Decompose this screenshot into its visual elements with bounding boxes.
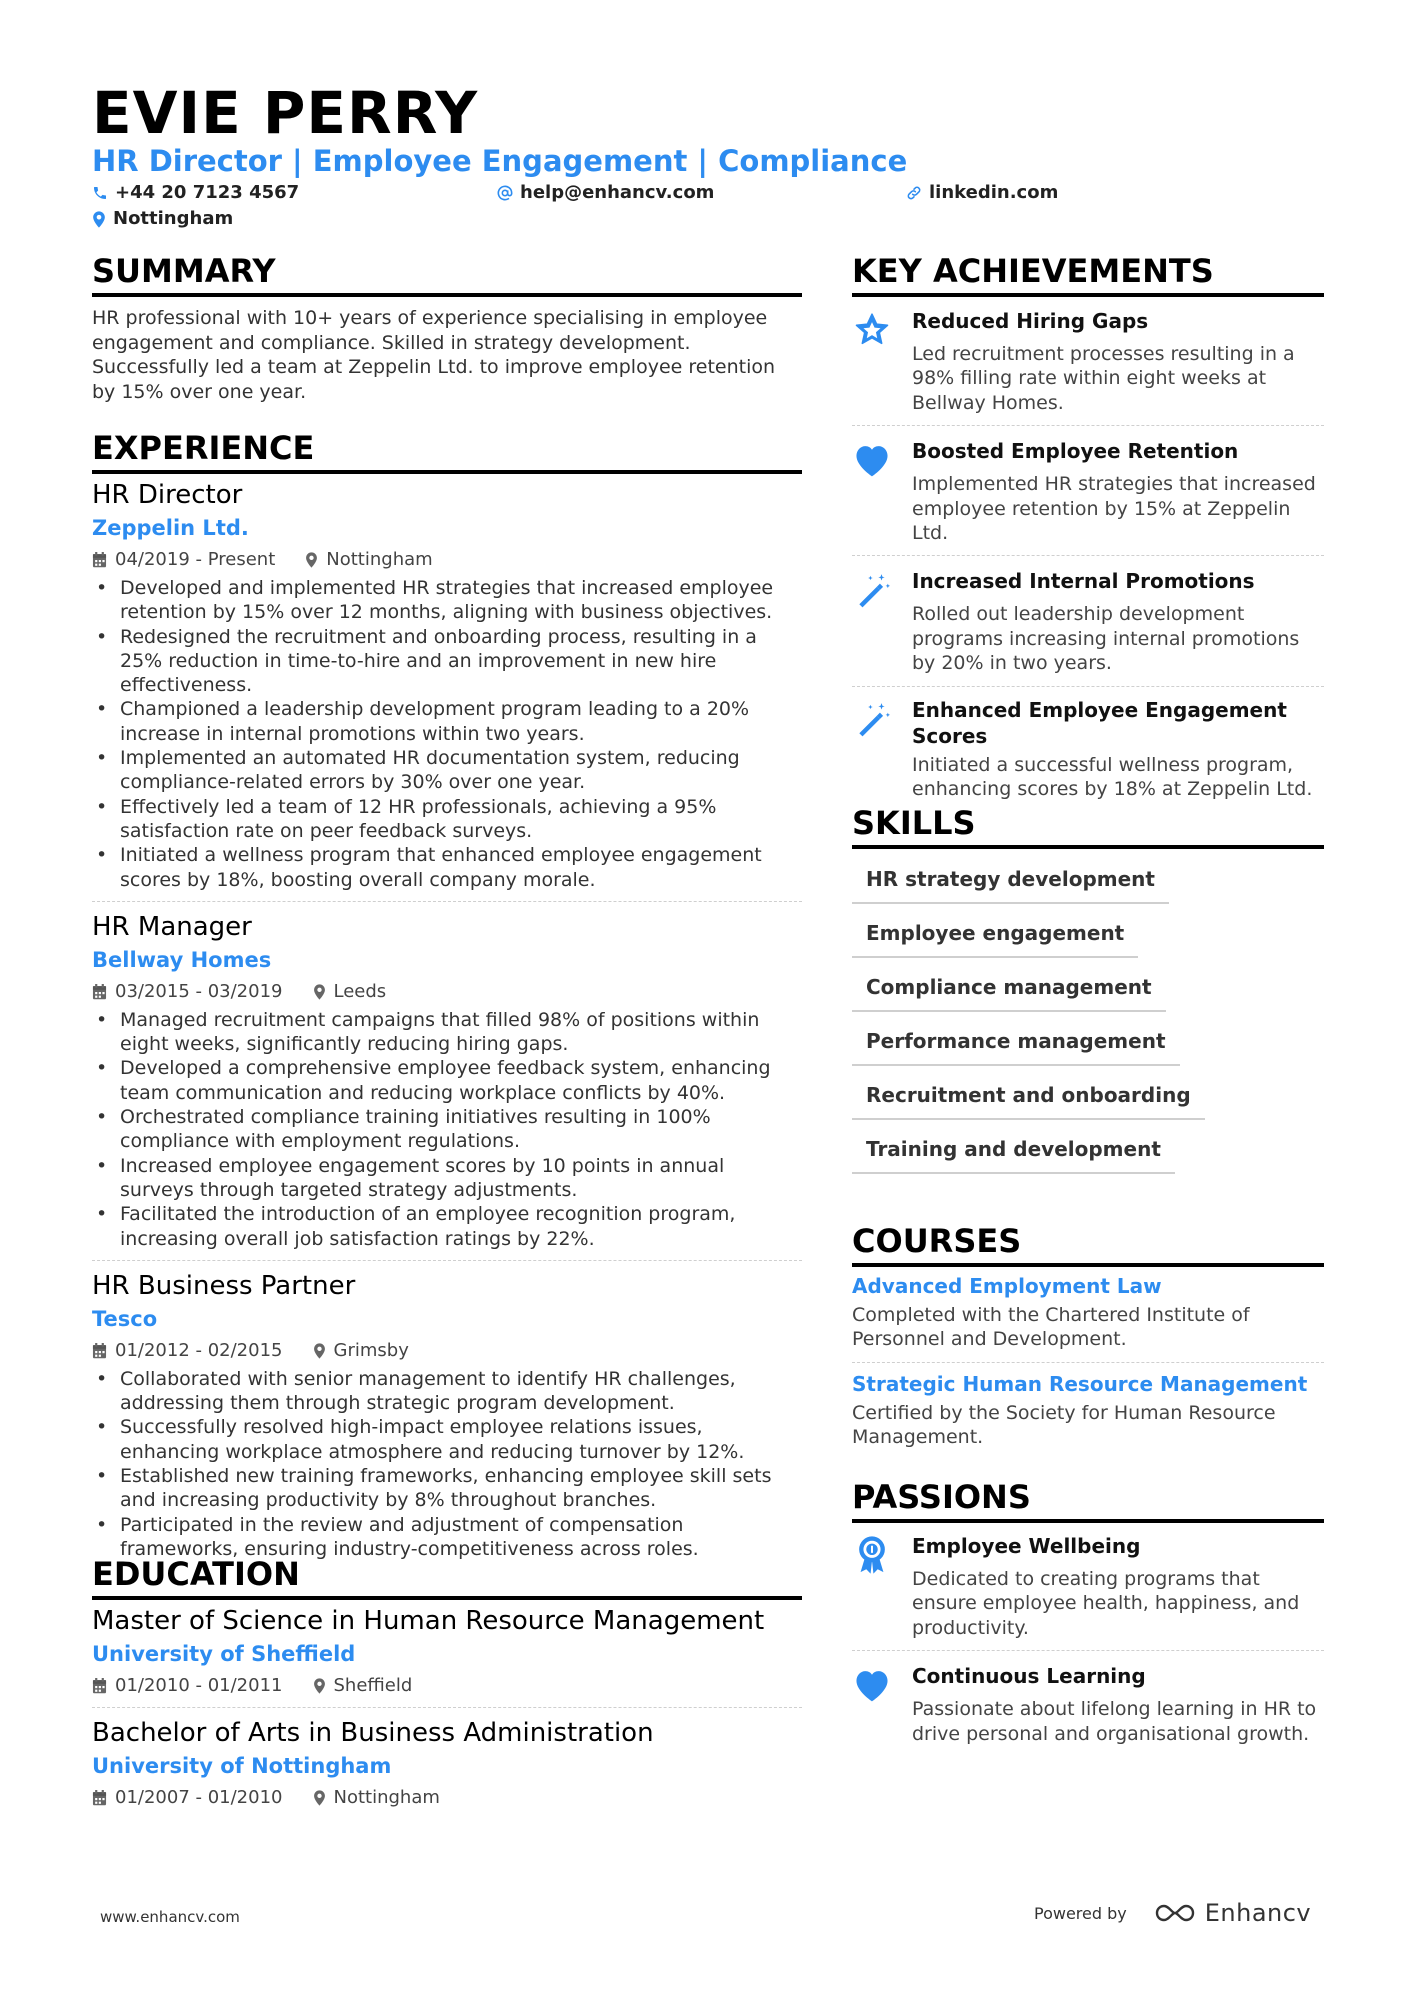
achievement-title: Increased Internal Promotions bbox=[912, 569, 1255, 594]
job-role: HR Director bbox=[92, 480, 243, 510]
job-location: Leeds bbox=[333, 980, 387, 1002]
brand-name: Enhancv bbox=[1204, 1899, 1312, 1927]
heart-icon bbox=[852, 1667, 892, 1703]
job-role: HR Manager bbox=[92, 911, 252, 942]
candidate-name: EVIE PERRY bbox=[92, 79, 479, 147]
skill-tag: Compliance management bbox=[852, 966, 1166, 1012]
experience-item bbox=[92, 1269, 802, 1561]
skill-tag: HR strategy development bbox=[852, 858, 1169, 904]
heart-icon bbox=[852, 442, 892, 478]
job-bullets bbox=[92, 1367, 802, 1561]
location-pin-icon bbox=[313, 984, 326, 1000]
course-desc: Completed with the Chartered Institute of Personnel and Development. bbox=[852, 1304, 1250, 1351]
link-icon bbox=[906, 185, 922, 201]
edu-school[interactable]: University of Sheffield bbox=[92, 1642, 356, 1666]
achievement-title: Boosted Employee Retention bbox=[912, 439, 1239, 464]
candidate-title: HR Director | Employee Engagement | Compliance bbox=[92, 144, 908, 178]
passion-title: Continuous Learning bbox=[912, 1664, 1146, 1689]
job-bullet: • Developed and implemented HR strategies that increased employee retention by 15% over 12 months, aligning with business objectives. bbox=[92, 576, 802, 625]
job-bullet: • Facilitated the introduction of an employee recognition program, increasing overall job satisfaction ratings by 22%. bbox=[92, 1202, 802, 1251]
edu-meta bbox=[92, 1786, 802, 1810]
edu-school[interactable]: University of Nottingham bbox=[92, 1754, 392, 1778]
edu-dates: 01/2007 - 01/2010 bbox=[115, 1787, 283, 1808]
skill-tag: Employee engagement bbox=[852, 912, 1138, 958]
location-pin-icon bbox=[313, 1790, 326, 1806]
calendar-icon bbox=[92, 1678, 107, 1694]
edu-location: Nottingham bbox=[333, 1787, 440, 1808]
job-bullets bbox=[92, 1008, 802, 1251]
job-bullet: • Successfully resolved high-impact employee relations issues, enhancing workplace atmosphere and reducing turnover by 12%. bbox=[92, 1415, 802, 1464]
experience-item bbox=[92, 478, 802, 892]
divider bbox=[852, 686, 1324, 687]
job-bullet: • Developed a comprehensive employee feedback system, enhancing team communication and reducing workplace conflicts by 40%. bbox=[92, 1056, 802, 1105]
contact-linkedin[interactable] bbox=[906, 181, 1058, 205]
experience-rule bbox=[92, 470, 802, 474]
phone-text: +44 20 7123 4567 bbox=[115, 182, 300, 203]
job-meta bbox=[92, 980, 802, 1004]
courses-rule bbox=[852, 1263, 1324, 1267]
job-company[interactable]: Tesco bbox=[92, 1306, 158, 1331]
job-bullet: • Redesigned the recruitment and onboarding process, resulting in a 25% reduction in time-to-hire and an improvement in new hire effectiveness. bbox=[92, 625, 802, 698]
contact-location bbox=[92, 207, 233, 231]
divider bbox=[92, 1707, 802, 1708]
edu-dates: 01/2010 - 01/2011 bbox=[115, 1675, 283, 1696]
divider bbox=[852, 555, 1324, 556]
edu-degree: Master of Science in Human Resource Management bbox=[92, 1606, 765, 1636]
job-dates: 03/2015 - 03/2019 bbox=[115, 980, 283, 1002]
job-company[interactable]: Zeppelin Ltd. bbox=[92, 516, 249, 540]
course-title[interactable]: Strategic Human Resource Management bbox=[852, 1371, 1308, 1396]
divider bbox=[92, 901, 802, 902]
job-meta bbox=[92, 548, 802, 572]
education-heading: EDUCATION bbox=[92, 1555, 300, 1593]
job-location: Grimsby bbox=[333, 1339, 409, 1361]
job-bullet: • Championed a leadership development program leading to a 20% increase in internal promotions within two years. bbox=[92, 697, 802, 746]
job-meta bbox=[92, 1339, 802, 1363]
enhancv-logo-icon bbox=[1153, 1902, 1197, 1924]
passion-item bbox=[852, 1663, 1324, 1746]
star-icon bbox=[853, 311, 891, 349]
job-bullet: • Increased employee engagement scores by 10 points in annual surveys through targeted strategy adjustments. bbox=[92, 1154, 802, 1203]
divider bbox=[852, 425, 1324, 426]
contact-email[interactable] bbox=[497, 181, 714, 205]
footer-powered-by[interactable] bbox=[1034, 1899, 1311, 1927]
job-bullet: • Participated in the review and adjustment of compensation frameworks, ensuring industry-competitiveness across roles. bbox=[92, 1513, 802, 1562]
job-bullet: • Orchestrated compliance training initiatives resulting in 100% compliance with employment regulations. bbox=[92, 1105, 802, 1154]
job-bullet: • Effectively led a team of 12 HR professionals, achieving a 95% satisfaction rate on peer feedback surveys. bbox=[92, 795, 802, 844]
achievement-title: Reduced Hiring Gaps bbox=[912, 309, 1149, 333]
powered-by-label: Powered by bbox=[1034, 1903, 1127, 1923]
passion-desc: Dedicated to creating programs that ensure employee health, happiness, and productivity. bbox=[912, 1568, 1300, 1639]
edu-meta bbox=[92, 1674, 802, 1698]
course-item bbox=[852, 1371, 1324, 1450]
location-pin-icon bbox=[313, 1343, 326, 1359]
achievement-desc: Initiated a successful wellness program, enhancing scores by 18% at Zeppelin Ltd. bbox=[912, 753, 1313, 801]
calendar-icon bbox=[92, 984, 107, 1000]
job-location: Nottingham bbox=[326, 549, 433, 570]
email-text: help@enhancv.com bbox=[520, 182, 715, 203]
magic-wand-icon bbox=[853, 700, 891, 738]
location-pin-icon bbox=[305, 552, 318, 568]
skills-heading: SKILLS bbox=[852, 804, 976, 842]
divider bbox=[852, 1362, 1324, 1363]
magic-wand-icon bbox=[853, 571, 891, 609]
calendar-icon bbox=[92, 552, 107, 568]
job-role: HR Business Partner bbox=[92, 1270, 356, 1301]
achievement-title: Enhanced Employee Engagement Scores bbox=[912, 697, 1287, 748]
divider bbox=[852, 1650, 1324, 1651]
edu-location: Sheffield bbox=[333, 1675, 413, 1696]
footer-website[interactable]: www.enhancv.com bbox=[100, 1908, 240, 1926]
job-bullet: • Collaborated with senior management to identify HR challenges, addressing them through strategic program development. bbox=[92, 1367, 802, 1416]
job-dates: 01/2012 - 02/2015 bbox=[115, 1339, 283, 1361]
skill-tag: Recruitment and onboarding bbox=[852, 1074, 1205, 1120]
location-text: Nottingham bbox=[113, 208, 234, 229]
contact-phone bbox=[92, 181, 299, 205]
job-bullet: • Established new training frameworks, enhancing employee skill sets and increasing productivity by 8% throughout branches. bbox=[92, 1464, 802, 1513]
passions-heading: PASSIONS bbox=[852, 1478, 1031, 1516]
course-title[interactable]: Advanced Employment Law bbox=[852, 1274, 1162, 1298]
course-desc: Certified by the Society for Human Resource Management. bbox=[852, 1401, 1276, 1449]
achievement-item bbox=[852, 568, 1324, 675]
job-bullets bbox=[92, 576, 802, 892]
linkedin-text: linkedin.com bbox=[929, 182, 1059, 203]
calendar-icon bbox=[92, 1343, 107, 1359]
skill-tag: Training and development bbox=[852, 1128, 1175, 1174]
education-rule bbox=[92, 1596, 802, 1600]
passion-item bbox=[852, 1533, 1324, 1640]
achievement-item bbox=[852, 438, 1324, 545]
passions-rule bbox=[852, 1519, 1324, 1523]
passion-title: Employee Wellbeing bbox=[912, 1534, 1141, 1558]
achievement-item bbox=[852, 697, 1324, 802]
education-item bbox=[92, 1604, 802, 1698]
education-list bbox=[92, 1604, 802, 1810]
experience-list bbox=[92, 478, 802, 1561]
courses-list bbox=[852, 1273, 1324, 1450]
course-item bbox=[852, 1273, 1324, 1352]
edu-degree: Bachelor of Arts in Business Administration bbox=[92, 1718, 654, 1748]
experience-heading: EXPERIENCE bbox=[92, 429, 315, 467]
achievement-desc: Rolled out leadership development programs increasing internal promotions by 20% in two years. bbox=[912, 603, 1300, 675]
achievements-heading: KEY ACHIEVEMENTS bbox=[852, 252, 1214, 290]
calendar-icon bbox=[92, 1790, 107, 1806]
phone-icon bbox=[92, 185, 108, 201]
summary-rule bbox=[92, 293, 802, 297]
job-dates: 04/2019 - Present bbox=[115, 549, 276, 570]
job-company[interactable]: Bellway Homes bbox=[92, 947, 272, 972]
experience-item bbox=[92, 910, 802, 1251]
skills-rule bbox=[852, 845, 1324, 849]
summary-text: HR professional with 10+ years of experience specialising in employee engagement and compliance. Skilled in strategy development. Successfully led a team at Zeppelin Ltd. to improve employee retention by 15% over one year. bbox=[92, 307, 776, 403]
job-bullet: • Managed recruitment campaigns that filled 98% of positions within eight weeks, significantly reducing hiring gaps. bbox=[92, 1008, 802, 1057]
skill-tag: Performance management bbox=[852, 1020, 1180, 1066]
award-ribbon-icon bbox=[854, 1535, 890, 1575]
achievements-list bbox=[852, 308, 1324, 801]
job-bullet: • Initiated a wellness program that enhanced employee engagement scores by 18%, boosting overall company morale. bbox=[92, 843, 802, 892]
achievement-desc: Implemented HR strategies that increased employee retention by 15% at Zeppelin Ltd. bbox=[912, 473, 1316, 545]
education-item bbox=[92, 1716, 802, 1810]
achievement-item bbox=[852, 308, 1324, 415]
divider bbox=[92, 1260, 802, 1261]
summary-heading: SUMMARY bbox=[92, 252, 276, 290]
achievements-rule bbox=[852, 293, 1324, 297]
achievement-desc: Led recruitment processes resulting in a 98% filling rate within eight weeks at Bellway Homes. bbox=[912, 343, 1295, 414]
skills-list bbox=[852, 858, 1324, 1174]
at-sign-icon bbox=[497, 185, 513, 201]
passions-list bbox=[852, 1533, 1324, 1746]
passion-desc: Passionate about lifelong learning in HR to drive personal and organisational growth. bbox=[912, 1698, 1317, 1745]
location-pin-icon bbox=[313, 1678, 326, 1694]
location-pin-icon bbox=[92, 211, 106, 228]
courses-heading: COURSES bbox=[852, 1222, 1022, 1260]
job-bullet: • Implemented an automated HR documentation system, reducing compliance-related errors by 30% over one year. bbox=[92, 746, 802, 795]
